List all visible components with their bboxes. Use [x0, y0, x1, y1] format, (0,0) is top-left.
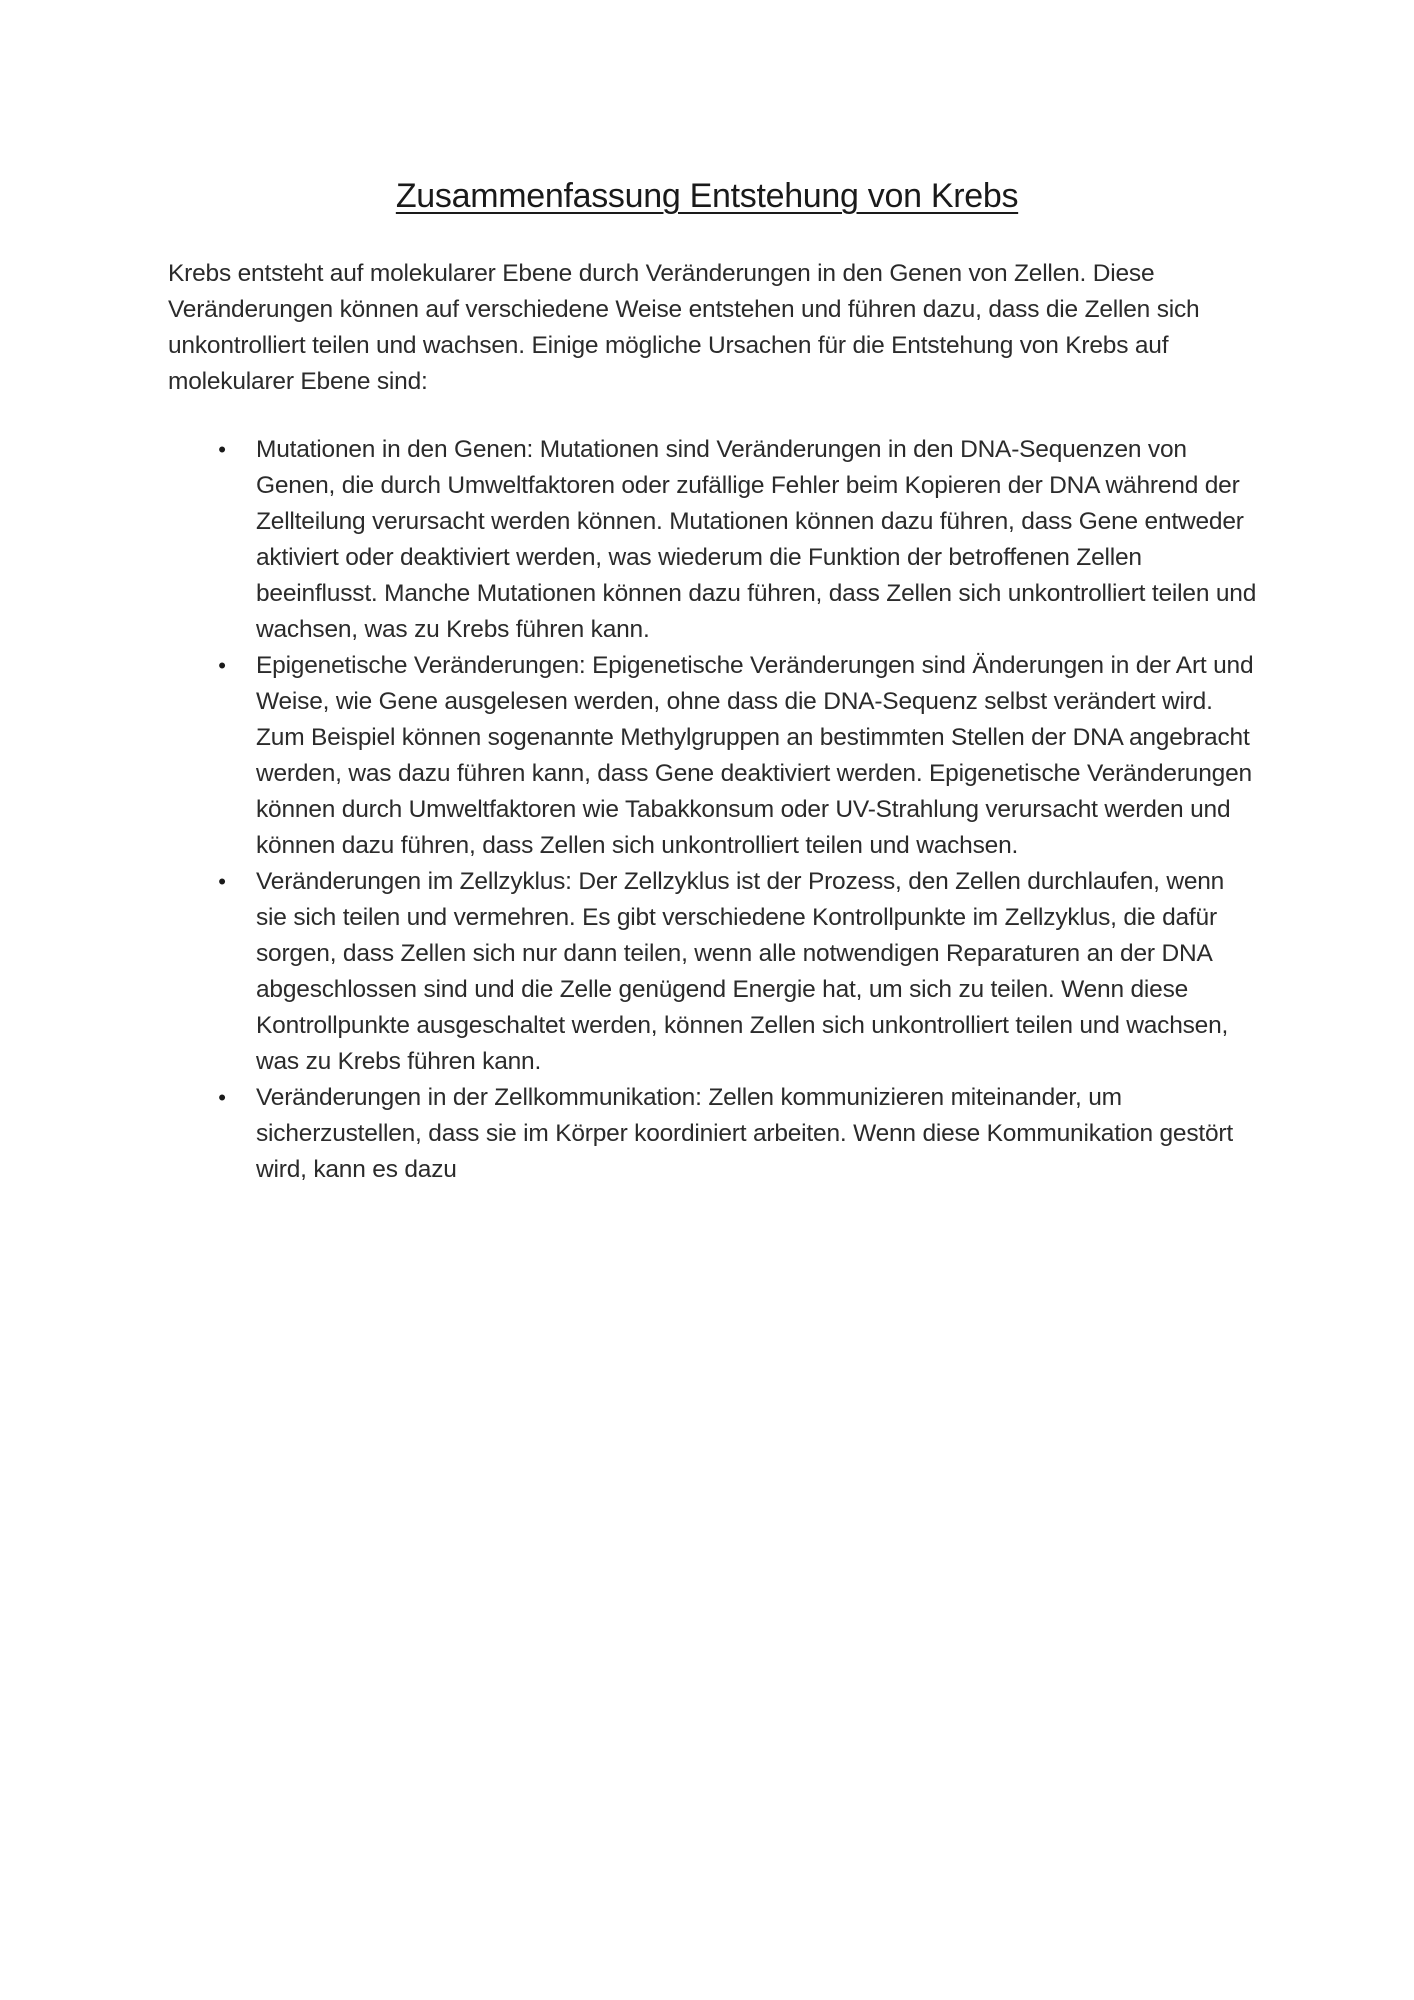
list-item-text: Epigenetische Veränderungen: Epigenetische Veränderungen sind Änderungen in der Art und Weise, wie Gene ausgelesen werden, ohne dass die DNA-Sequenz selbst verändert wird. Zum Beispiel können sogenannte Methylgruppen an bestimmten Stellen der DNA angebracht werden, was dazu führen kann, dass Gene deaktiviert werden. Epigenetische Veränderungen können durch Umweltfaktoren wie Tabakkonsum oder UV-Strahlung verursacht werden und können dazu führen, dass Zellen sich unkontrolliert teilen und wachsen.	[256, 652, 1254, 859]
list-item	[168, 648, 1258, 864]
list-item-text: Mutationen in den Genen: Mutationen sind Veränderungen in den DNA-Sequenzen von Genen, die durch Umweltfaktoren oder zufällige Fehler beim Kopieren der DNA während der Zellteilung verursacht werden können. Mutationen können dazu führen, dass Gene entweder aktiviert oder deaktiviert werden, was wiederum die Funktion der betroffenen Zellen beeinflusst. Manche Mutationen können dazu führen, dass Zellen sich unkontrolliert teilen und wachsen, was zu Krebs führen kann.	[256, 436, 1257, 643]
list-item	[168, 864, 1258, 1080]
page-title	[0, 170, 1414, 222]
list-item-text: Veränderungen im Zellzyklus: Der Zellzyklus ist der Prozess, den Zellen durchlaufen, wenn sie sich teilen und vermehren. Es gibt verschiedene Kontrollpunkte im Zellzyklus, die dafür sorgen, dass Zellen sich nur dann teilen, wenn alle notwendigen Reparaturen an der DNA abgeschlossen sind und die Zelle genügend Energie hat, um sich zu teilen. Wenn diese Kontrollpunkte ausgeschaltet werden, können Zellen sich unkontrolliert teilen und wachsen, was zu Krebs führen kann.	[256, 868, 1229, 1075]
intro-paragraph: Krebs entsteht auf molekularer Ebene durch Veränderungen in den Genen von Zellen. Diese Veränderungen können auf verschiedene Weise entstehen und führen dazu, dass die Zellen sich unkontrolliert teilen und wachsen. Einige mögliche Ursachen für die Entstehung von Krebs auf molekularer Ebene sind:	[168, 260, 1200, 395]
bullet-icon: •	[218, 653, 226, 678]
list-item	[168, 1080, 1258, 1188]
list-item-text: Veränderungen in der Zellkommunikation: Zellen kommunizieren miteinander, um sicherzustellen, dass sie im Körper koordiniert arbeiten. Wenn diese Kommunikation gestört wird, kann es dazu	[256, 1084, 1234, 1183]
bullet-icon: •	[218, 1085, 226, 1110]
cause-list	[168, 432, 1258, 1188]
list-item	[168, 432, 1258, 648]
bullet-icon: •	[218, 869, 226, 894]
page-title-text: Zusammenfassung Entstehung von Krebs	[395, 177, 1019, 215]
bullet-icon: •	[218, 437, 226, 462]
